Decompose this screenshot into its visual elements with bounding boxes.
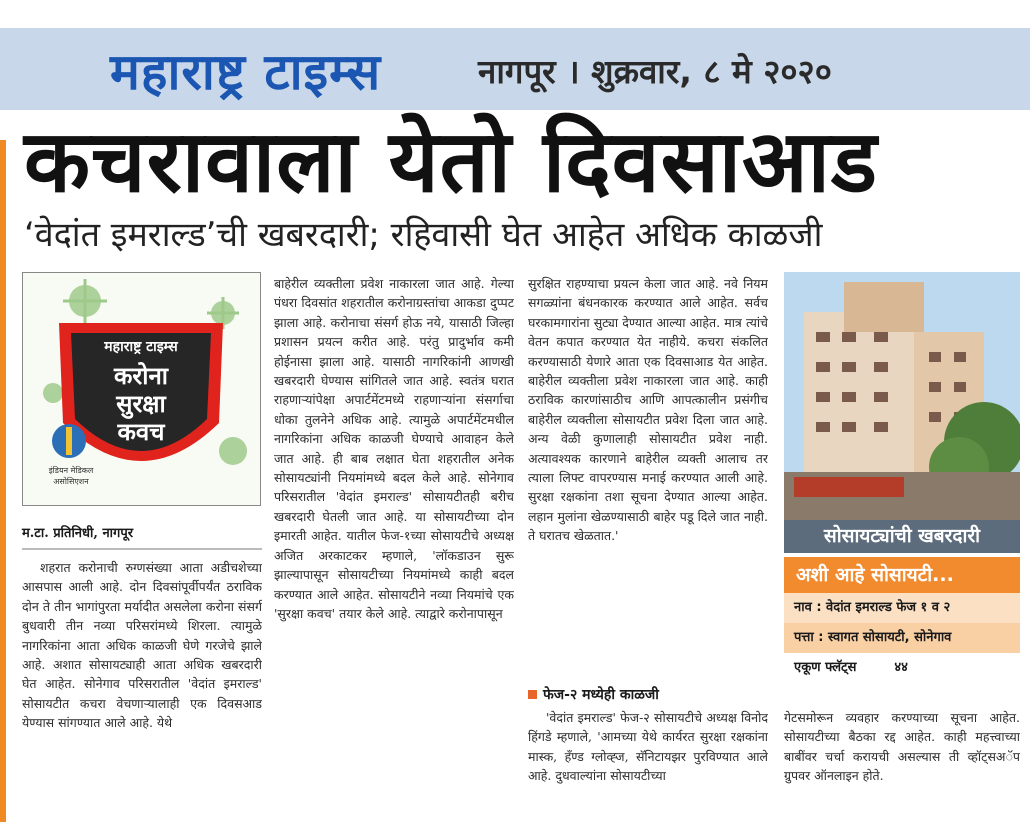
- article-column-3-continued: [528, 708, 768, 808]
- bullet-square-icon: [528, 690, 537, 699]
- badge-line-2: सुरक्षा: [116, 390, 166, 418]
- info-flats-value: ४४: [894, 660, 908, 675]
- partner-text: इंडियन मेडिकल असोसिएशन: [48, 466, 94, 486]
- byline: म.टा. प्रतिनिधी, नागपूर: [22, 526, 134, 541]
- masthead: [0, 28, 1030, 110]
- photo-caption: सोसायट्यांची खबरदारी: [784, 520, 1020, 553]
- column-4-text: गेटसमोरून व्यवहार करण्याच्या सूचना आहेत. सोसायटीच्या बैठका रद्द आहेत. काही महत्त्वाच्या बाबींवर चर्चा करायची असल्यास ती व्हॉट्सअॅप ग्रुपवर ऑनलाइन होते.: [784, 710, 1020, 784]
- society-info-box: [784, 557, 1020, 689]
- badge-line-3: कवच: [117, 418, 165, 446]
- building-photo: [784, 272, 1020, 520]
- column-1-text: शहरात करोनाची रुग्णसंख्या आता अडीचशेच्या आसपास आली आहे. दोन दिवसांपूर्वीपर्यंत ठराविक दोन ते तीन भागांपुरता मर्यादीत असलेला करोना संसर्ग बुधवारी तीन नव्या परिसरांमध्ये शिरला. त्यामुळे नागरिकांना आता अधिक काळजी घेणे गरजेचे झाले आहे. अशात सोसायट्याही आता अधिक खबरदारी घेत आहेत. सोनेगाव परिसरातील 'वेदांत इमराल्ड' सोसायटीत कचरा वेचणाऱ्यालाही एक दिवसआड येण्यास सांगण्यात आले आहे. येथे: [22, 560, 262, 731]
- byline-divider: [22, 548, 262, 550]
- article-column-4: [784, 708, 1020, 808]
- column-3-subheading-text: फेज-२ मध्येही काळजी: [543, 687, 659, 703]
- info-box-heading: अशी आहे सोसायटी...: [784, 557, 1020, 593]
- ima-logo-icon: [47, 421, 91, 461]
- column-3-continued-text: 'वेदांत इमराल्ड' फेज-२ सोसायटीचे अध्यक्ष विनोद हिंगडे म्हणाले, 'आमच्या येथे कार्यरत सुरक्षा रक्षकांना मास्क, हँण्ड ग्लोव्ह्ज, सॅनिटायझर पुरविण्यात आले आहे. दुधवाल्यांना सोसायटीच्या: [528, 710, 768, 784]
- column-3-subheading: [528, 685, 768, 704]
- info-flats-label: एकूण फ्लॅट्स: [794, 660, 857, 675]
- building-image: [784, 272, 1020, 520]
- column-2-text: बाहेरील व्यक्तीला प्रवेश नाकारला जात आहे. गेल्या पंधरा दिवसांत शहरातील करोनाग्रस्तांचा आकडा दुप्पट झाला आहे. करोनाचा संसर्ग होऊ नये, यासाठी जिल्हा प्रशासन प्रयत्न करीत आहे. परंतु प्रादुर्भाव कमी होईनासा झाला आहे. यासाठी नागरिकांनी आणखी खबरदारी घेण्यास सांगितले जात आहे. स्वतंत्र घरात राहणाऱ्यांपेक्षा अपार्टमेंटमध्ये राहणाऱ्यांना संसर्गाचा धोका तुलनेने अधिक आहे. त्यामुळे अपार्टमेंटमधील नागरिकांना अधिक काळजी घेण्याचे आवाहन केले जात आहे. ही बाब लक्षात घेता शहरातील अनेक सोसायट्यांनी नियमांमध्ये बदल केले आहे. सोनेगाव परिसरातील 'वेदांत इमराल्ड' सोसायटीतही बरीच खबरदारी घेतली जात आहे. या सोसायटीच्या दोन इमारती आहेत. यातील फेज-१च्या सोसायटीचे अध्यक्ष अजित अरकाटकर म्हणाले, 'लॉकडाउन सुरू झाल्यापासून सोसायटीच्या नियमांमध्ये काही बदल करण्यात आले आहेत. सोसायटीने नव्या नियमांचे एक 'सुरक्षा कवच' तयार केले आहे. त्याद्वारे करोनापासून: [274, 276, 514, 621]
- orange-rule: [0, 140, 6, 822]
- badge-top-text: महाराष्ट्र टाइम्स: [104, 339, 178, 355]
- corona-kavach-badge: [22, 272, 261, 506]
- info-flats-row: [784, 653, 1020, 683]
- article-column-3: [528, 274, 768, 679]
- subheadline: ‘वेदांत इमराल्ड’ची खबरदारी; रहिवासी घेत आहेत अधिक काळजी: [24, 215, 823, 255]
- column-3-text: सुरक्षित राहण्याचा प्रयत्न केला जात आहे. नवे नियम सगळ्यांना बंधनकारक करण्यात आले आहेत. सर्वच घरकामगारांना सुट्या देण्यात आल्या आहेत. मात्र त्यांचे वेतन कपात करण्यात येत नाहीये. कचरा संकलित करण्यासाठी येणारे आता एक दिवसाआड येत आहेत. बाहेरील व्यक्तीला प्रवेश नाकारला जात आहे. काही ठराविक कारणांसाठीच आणि आपत्कालीन प्रसंगीच बाहेरील व्यक्तीला सोसायटीत प्रवेश दिला जात आहे. अन्य वेळी कुणालाही सोसायटीत प्रवेश नाही. अत्यावश्यक कारणाने बाहेरील व्यक्ती आलाच तर त्याला लिफ्ट वापरण्यास मनाई करण्यात आली आहे. सुरक्षा रक्षकांना तशा सूचना देण्यात आल्या आहेत. लहान मुलांना खेळण्यासाठी बाहेर पडू दिले जात नाही. ते घरातच खेळतात.': [528, 276, 768, 544]
- article-column-1: [22, 558, 262, 808]
- headline: कचरावाला येतो दिवसाआड: [24, 112, 878, 212]
- article-column-2: [274, 274, 514, 808]
- newspaper-logo: महाराष्ट्र टाइम्स: [110, 43, 382, 101]
- dateline: नागपूर । शुक्रवार, ८ मे २०२०: [478, 52, 832, 91]
- badge-line-1: करोना: [114, 362, 168, 390]
- info-address-row: पत्ता : स्वागत सोसायटी, सोनेगाव: [784, 623, 1020, 653]
- info-name-row: नाव : वेदांत इमराल्ड फेज १ व २: [784, 593, 1020, 623]
